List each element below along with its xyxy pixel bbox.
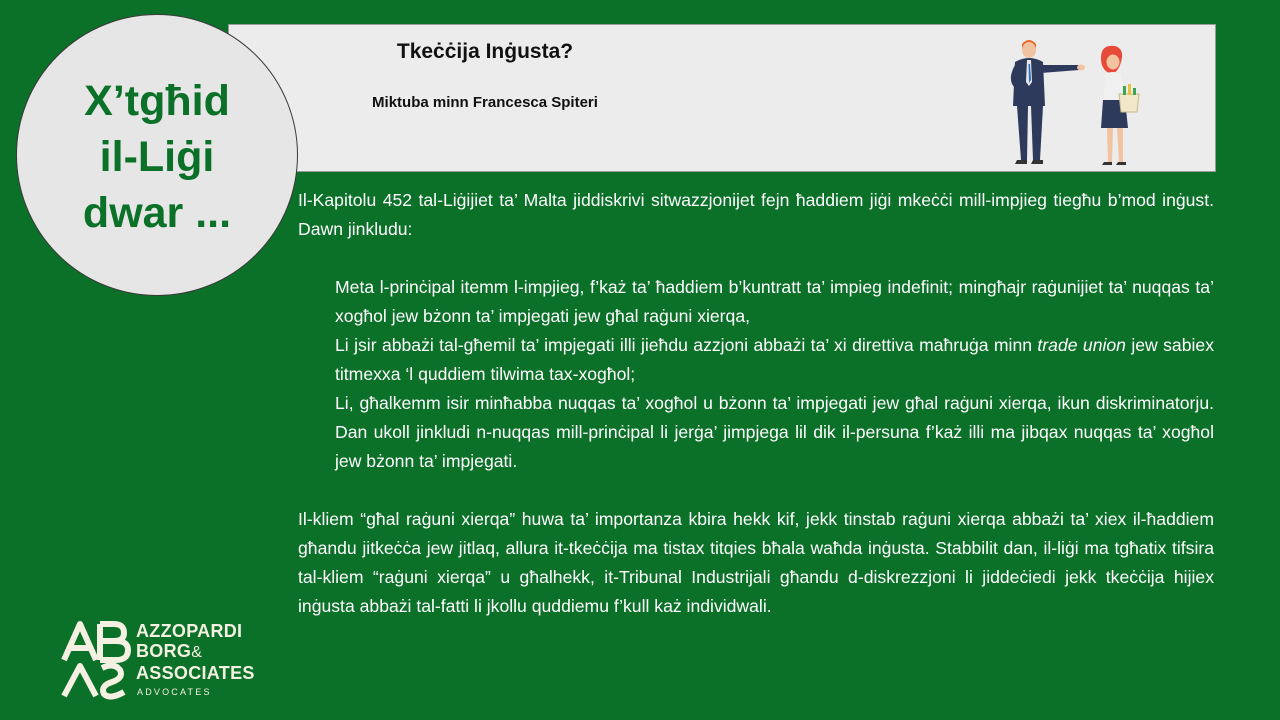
logo-line-3: ASSOCIATES [136, 663, 255, 683]
logo-line-1: AZZOPARDI [136, 621, 243, 641]
topic-badge-text [83, 73, 231, 241]
logo-line-2: BORG& [136, 641, 203, 661]
article-body [298, 186, 1214, 621]
employee-figure [1101, 46, 1139, 165]
closing-paragraph: Il-kliem “għal raġuni xierqa” huwa ta’ importanza kbira hekk kif, jekk tinstab raġuni xierqa abbażi ta’ xiex il-ħaddiem għandu jitkeċċa jew jitlaq, allura it-tkeċċija ma tistax titqies bħala waħda inġusta. Stabbilit dan, il-liġi ma tgħatix tifsira tal-kliem “raġuni xierqa” u għalhekk, it-Tribunal Industrijali għandu d-diskrezzjoni li jiddeċiedi jekk tkeċċija hijiex inġusta abbażi tal-fatti li jkollu quddiemu f’kull każ individwali. [298, 509, 1214, 616]
topic-badge [16, 14, 298, 296]
intro-paragraph: Il-Kapitolu 452 tal-Liġijiet ta’ Malta jiddiskrivi sitwazzjonijet fejn ħaddiem jiġi mkeċċi mill-impjieg tiegħu b’mod inġust. Dawn jinkludu: [298, 190, 1214, 239]
page-title: Tkeċċija Inġusta? [396, 40, 574, 63]
list-item [298, 331, 1214, 389]
badge-line-1: X’tgħid [84, 77, 230, 125]
logo-tagline: ADVOCATES [137, 687, 212, 697]
boss-dismissing-employee-illustration-icon [995, 32, 1145, 168]
boss-figure [1011, 40, 1085, 164]
list-item-text: Li, għalkemm isir minħabba nuqqas ta’ xogħol u bżonn ta’ impjegati jew għal raġuni xierqa, ikun diskriminatorju. Dan ukoll jinkludi n-nuqqas mill-prinċipal li jerġa’ jimpjega lil dik il-persuna f’każ illi ma jibqax nuqqas ta’ xogħol jew bżonn ta’ impjegati. [335, 393, 1214, 471]
list-item-text: Li jsir abbażi tal-għemil ta’ impjegati illi jieħdu azzjoni abbażi ta’ xi direttiva maħruġa minn trade union jew sabiex titmexxa ‘l quddiem tilwima tax-xogħol; [335, 335, 1214, 384]
list-item [298, 389, 1214, 476]
list-item-text: Meta l-prinċipal itemm l-impjieg, f’każ ta’ ħaddiem b’kuntratt ta’ impieg indefinit; mingħajr raġunijiet ta’ nuqqas ta’ xogħol jew bżonn ta’ impjegati jew għal raġuni xierqa, [335, 277, 1214, 326]
conditions-list [298, 273, 1214, 476]
author-byline: Miktuba minn Francesca Spiteri [372, 94, 598, 111]
badge-line-3: dwar ... [82, 189, 232, 237]
list-item [298, 273, 1214, 331]
logo-wordmark [136, 621, 255, 683]
badge-line-2: il-Liġi [99, 133, 215, 181]
emphasis-trade-union: trade union [1037, 335, 1126, 355]
